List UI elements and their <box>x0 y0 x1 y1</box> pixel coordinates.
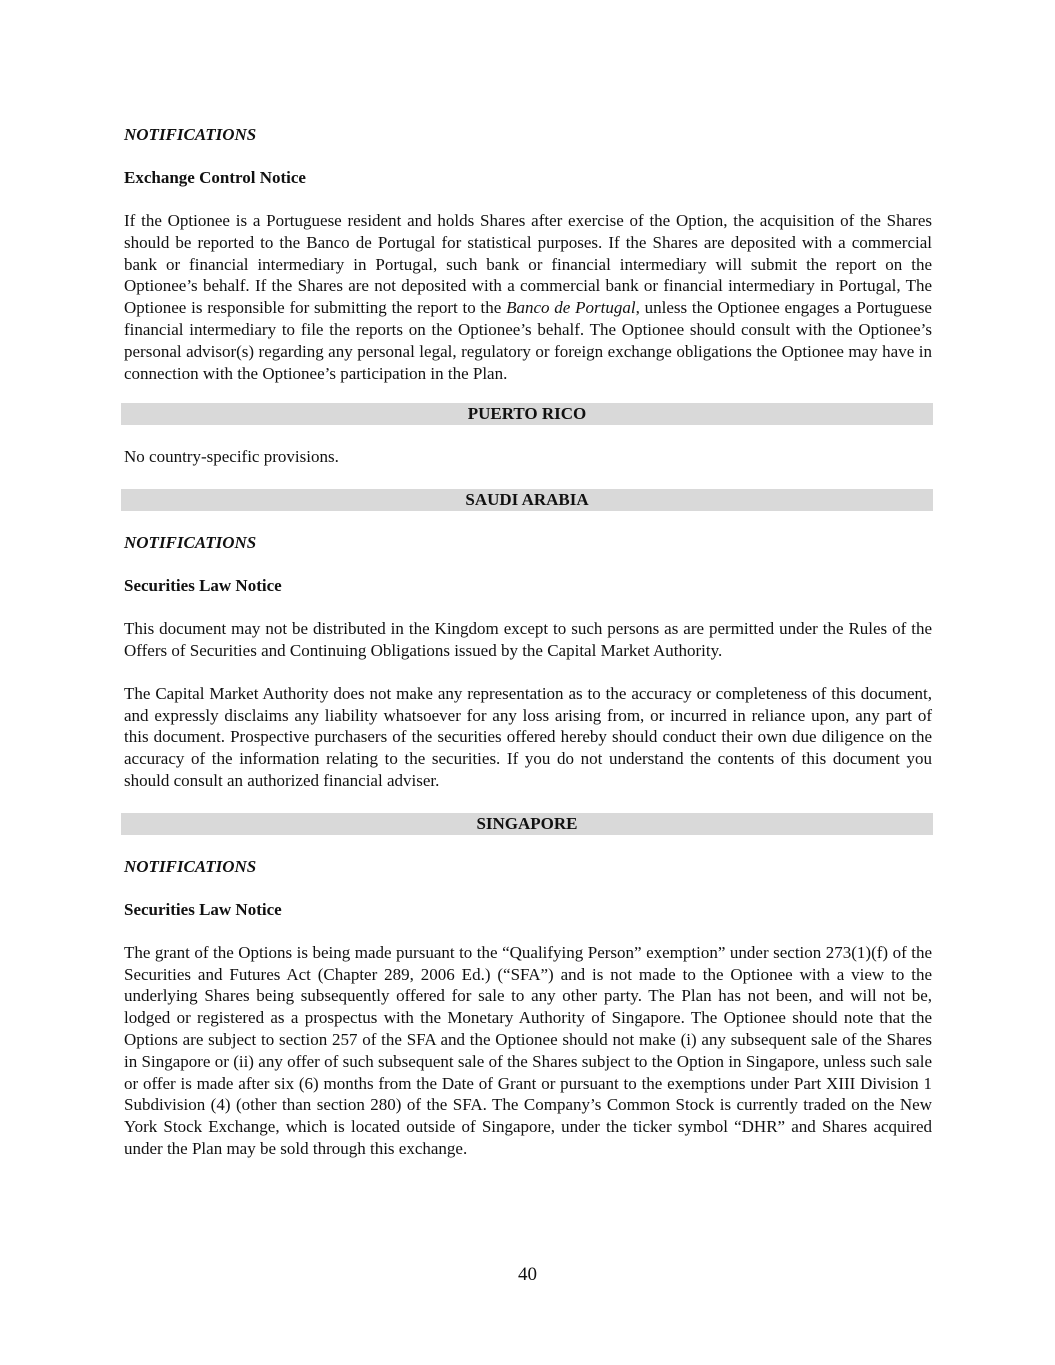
exchange-control-heading: Exchange Control Notice <box>124 168 306 187</box>
saudi-paragraph-1: This document may not be distributed in the Kingdom except to such persons as are permitted under the Rules of the Offers of Securities and Continuing Obligations issued by the Capital Market Authority. <box>124 619 932 660</box>
exchange-control-text-1: If the Optionee is a Portuguese resident and holds Shares after exercise of the Option, the acquisition of the Shares should be reported to the Banco de Portugal for statistical purposes. If the Shares are deposited with a commercial bank or financial intermediary in Portugal, such bank or financial intermediary will submit the report on the Optionee’s behalf. If the Shares are not deposited with a commercial bank or financial intermediary in Portugal, The Optionee is responsible for submitting the report to the <box>124 211 932 318</box>
singapore-notifications-heading: NOTIFICATIONS <box>124 856 257 876</box>
page-number: 40 <box>518 1264 537 1285</box>
saudi-paragraph-2: The Capital Market Authority does not make any representation as to the accuracy or completeness of this document, and expressly disclaims any liability whatsoever for any loss arising from, or incurred in reliance upon, any part of this document. Prospective purchasers of the securities offered hereby should conduct their own due diligence on the accuracy of the information relating to the securities. If you do not understand the contents of this document you should consult an authorized financial adviser. <box>124 683 932 790</box>
section-band-saudi-arabia: SAUDI ARABIA <box>121 489 933 511</box>
section-band-puerto-rico: PUERTO RICO <box>121 403 933 425</box>
section-band-singapore: SINGAPORE <box>121 813 933 835</box>
document-page <box>124 124 932 1160</box>
puerto-rico-text: No country-specific provisions. <box>124 447 339 467</box>
exchange-control-paragraph <box>124 210 932 384</box>
singapore-securities-heading: Securities Law Notice <box>124 899 282 919</box>
saudi-securities-heading: Securities Law Notice <box>124 576 282 596</box>
portugal-notifications-heading: NOTIFICATIONS <box>124 125 257 144</box>
singapore-paragraph-1: The grant of the Options is being made pursuant to the “Qualifying Person” exemption” under section 273(1)(f) of the Securities and Futures Act (Chapter 289, 2006 Ed.) (“SFA”) and is not made to the Optionee with a view to the underlying Shares being subsequently offered for sale to any other party. The Plan has not been, and will not be, lodged or registered as a prospectus with the Monetary Authority of Singapore. The Optionee should note that the Options are subject to section 257 of the SFA and the Optionee should not make (i) any subsequent sale of the Shares in Singapore or (ii) any offer of such subsequent sale of the Shares subject to the Option in Singapore, unless such sale or offer is made after six (6) months from the Date of Grant or pursuant to the exemptions under Part XIII Division 1 Subdivision (4) (other than section 280) of the SFA. The Company’s Common Stock is currently traded on the New York Stock Exchange, which is located outside of Singapore, under the ticker symbol “DHR” and Shares acquired under the Plan may be sold through this exchange. <box>124 942 932 1158</box>
banco-de-portugal-italic: Banco de Portugal <box>506 298 636 318</box>
saudi-notifications-heading: NOTIFICATIONS <box>124 533 257 553</box>
exchange-control-text-2: , unless the Optionee engages a Portuguese financial intermediary to file the reports on the Optionee’s behalf. The Optionee should consult with the Optionee’s personal advisor(s) regarding any personal legal, regulatory or foreign exchange obligations the Optionee may have in connection with the Optionee’s participation in the Plan. <box>124 298 932 383</box>
